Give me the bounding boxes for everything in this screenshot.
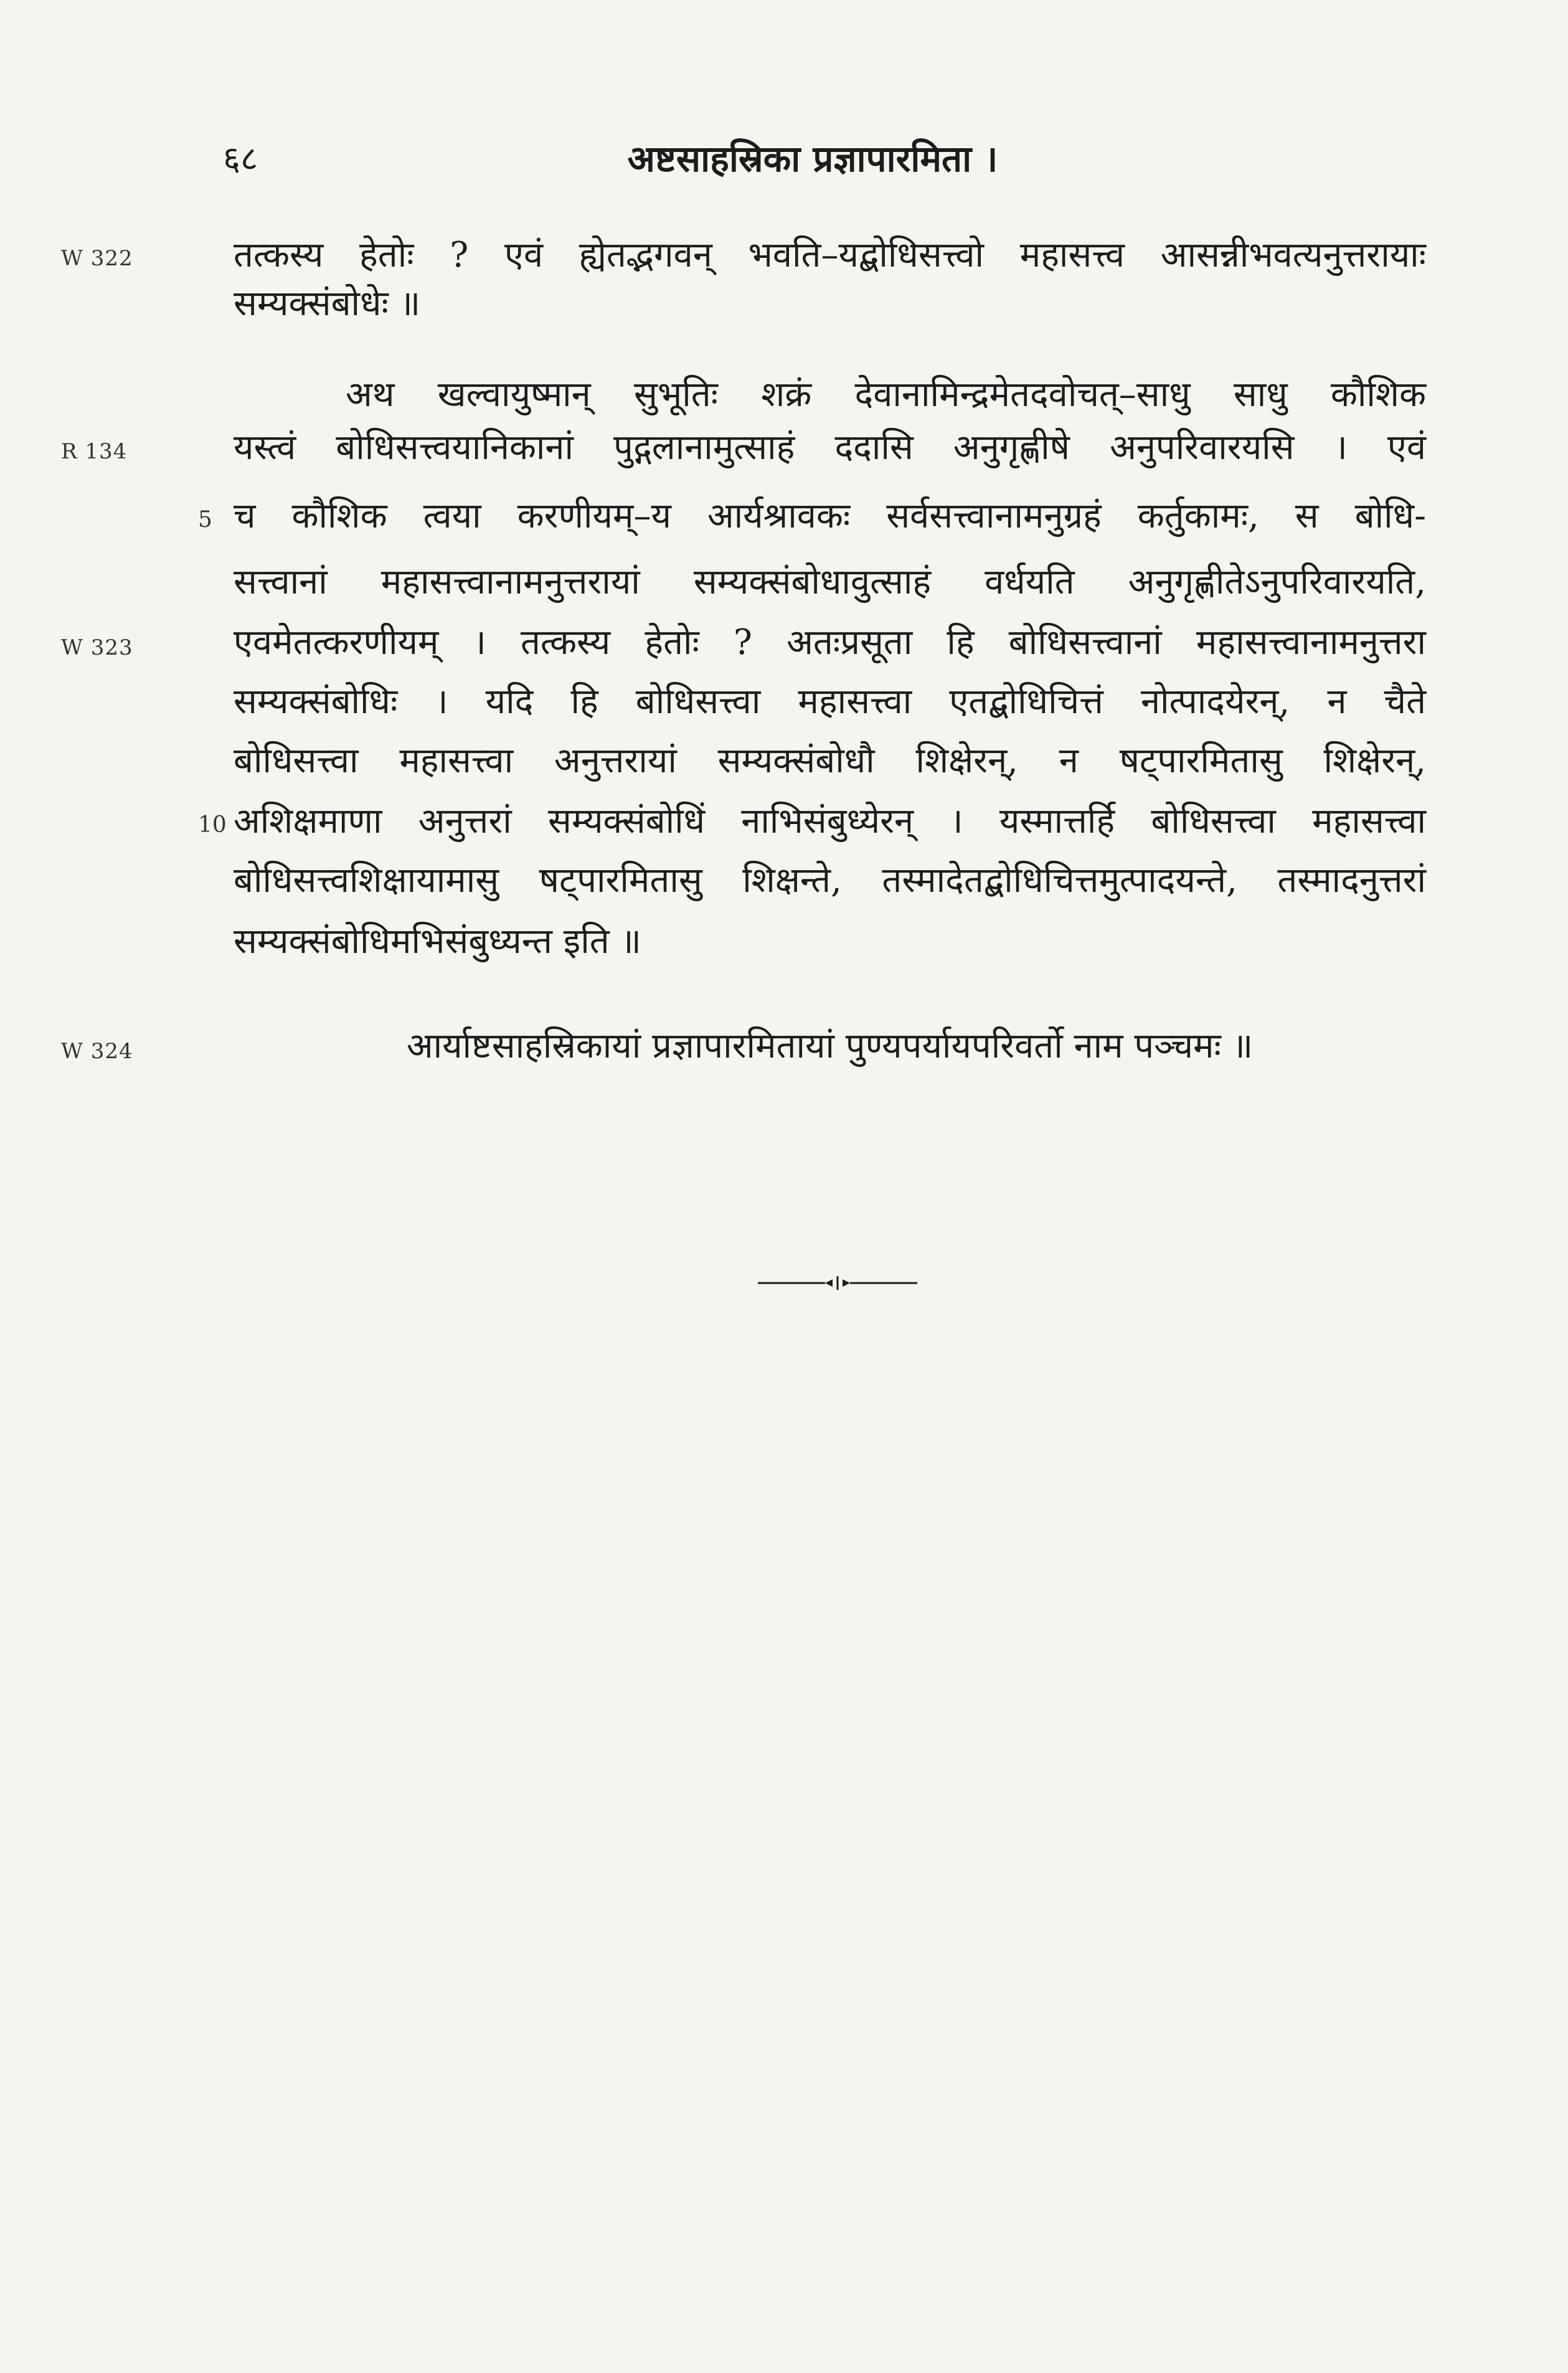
dash-ornament-icon: [757, 1274, 919, 1292]
text-line: सम्यक्संबोधेः ॥: [234, 283, 421, 324]
text-line: सम्यक्संबोधिमभिसंबुध्यन्त इति ॥: [234, 921, 641, 962]
text-line: बोधिसत्त्वा महासत्त्वा अनुत्तरायां सम्यक्संबोधौ शिक्षेरन्, न षट्पारमितासु शिक्षेरन्,: [234, 741, 1426, 781]
page-header: [212, 134, 1414, 184]
margin-ref-w323: W 323: [61, 635, 133, 660]
margin-ref-w324: W 324: [61, 1039, 133, 1064]
text-line: यस्त्वं बोधिसत्त्वयानिकानां पुद्गलानामुत्साहं ददासि अनुगृह्णीषे अनुपरिवारयसि । एवं: [234, 427, 1426, 468]
text-line: च कौशिक त्वया करणीयम्–य आर्यश्रावकः सर्वसत्त्वानामनुग्रहं कर्तुकामः, स बोधि-: [234, 496, 1426, 536]
line-number-5: 5: [198, 507, 212, 533]
running-title: अष्टसाहस्रिका प्रज्ञापारमिता ।: [627, 138, 998, 180]
margin-ref-r134: R 134: [61, 439, 128, 464]
margin-ref-w322: W 322: [61, 246, 133, 271]
text-line: सत्त्वानां महासत्त्वानामनुत्तरायां सम्यक्संबोधावुत्साहं वर्धयति अनुगृह्णीतेऽनुपरिवारयति,: [234, 562, 1426, 602]
text-line: एवमेतत्करणीयम् । तत्कस्य हेतोः ? अतःप्रसूता हि बोधिसत्त्वानां महासत्त्वानामनुत्तरा: [234, 622, 1426, 663]
text-line: तत्कस्य हेतोः ? एवं ह्येतद्भगवन् भवति–यद्बोधिसत्त्वो महासत्त्व आसन्नीभवत्यनुत्तरायाः: [234, 235, 1426, 275]
chapter-colophon: आर्याष्टसाहस्रिकायां प्रज्ञापारमितायां पुण्यपर्यायपरिवर्तो नाम पञ्चमः ॥: [406, 1026, 1254, 1066]
text-line: अथ खल्वायुष्मान् सुभूतिः शक्रं देवानामिन्द्रमेतदवोचत्–साधु साधु कौशिक: [346, 374, 1426, 415]
text-line: अशिक्षमाणा अनुत्तरां सम्यक्संबोधिं नाभिसंबुध्येरन् । यस्मात्तर्हि बोधिसत्त्वा महासत्त्वा: [234, 801, 1426, 841]
line-number-10: 10: [198, 812, 227, 838]
text-line: बोधिसत्त्वशिक्षायामासु षट्पारमितासु शिक्षन्ते, तस्मादेतद्बोधिचित्तमुत्पादयन्ते, तस्मादनुत्तरां: [234, 860, 1426, 901]
text-line: सम्यक्संबोधिः । यदि हि बोधिसत्त्वा महासत्त्वा एतद्बोधिचित्तं नोत्पादयेरन्, न चैते: [234, 681, 1426, 722]
page-number: ६८: [223, 139, 258, 178]
